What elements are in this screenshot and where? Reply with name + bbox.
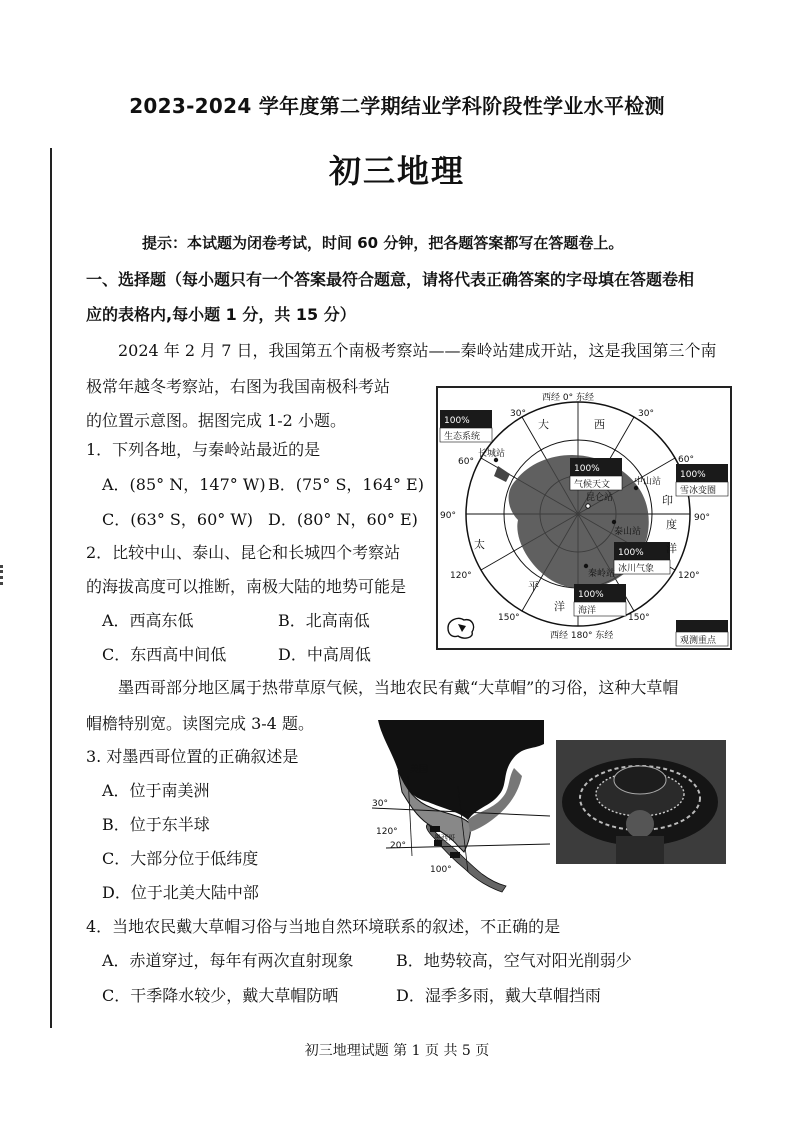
sombrero-photo — [556, 740, 726, 864]
badge-eco: 生态系统 — [444, 432, 481, 442]
badge-eco-pct: 100% — [444, 416, 470, 426]
q4-option-a[interactable]: A．赤道穿过，每年有两次直射现象 — [102, 951, 354, 970]
map-bottom-label: 西经 180° 东经 — [550, 631, 614, 641]
deg-30-right: 30° — [638, 409, 654, 419]
deg-150-left: 150° — [498, 613, 520, 623]
deg-60-right: 60° — [678, 455, 694, 465]
section1-heading-line2: 应的表格内,每小题 1 分，共 15 分） — [86, 305, 356, 324]
badge-ocean-pct: 100% — [578, 590, 604, 600]
q4-option-d[interactable]: D．湿季多雨，戴大草帽挡雨 — [396, 986, 601, 1005]
q4-option-b[interactable]: B．地势较高，空气对阳光削弱少 — [396, 951, 632, 970]
binding-margin-dots — [0, 565, 13, 585]
north-america-map — [372, 716, 550, 894]
deg-150-right: 150° — [628, 613, 650, 623]
q4-stem: 4．当地农民戴大草帽习俗与当地自然环境联系的叙述，不正确的是 — [86, 917, 561, 936]
q1-option-b[interactable]: B．(75° S，164° E) — [268, 475, 424, 494]
subject-title: 初三地理 — [328, 152, 465, 190]
na-lat-30: 30° — [372, 799, 388, 809]
ocean-yang: 洋 — [666, 542, 677, 555]
exam-notice: 提示：本试题为闭卷考试，时间 60 分钟，把各题答案都写在答题卷上。 — [142, 234, 624, 252]
na-lat-20: 20° — [390, 841, 406, 851]
passage1-line3: 的位置示意图。据图完成 1-2 小题。 — [86, 411, 346, 430]
station-changcheng: 长城站 — [478, 449, 506, 459]
deg-90-right: 90° — [694, 513, 710, 523]
badge-climate: 气候天文 — [574, 480, 611, 490]
antarctic-station-map — [436, 386, 732, 650]
badge-climate-pct: 100% — [574, 464, 600, 474]
ocean-tai: 太 — [474, 538, 485, 551]
ocean-du: 度 — [666, 518, 677, 531]
station-zhongshan: 中山站 — [634, 477, 662, 487]
exam-title: 2023-2024 学年度第二学期结业学科阶段性学业水平检测 — [129, 94, 665, 118]
na-lon-120: 120° — [376, 827, 398, 837]
ocean-yin: 印 — [662, 494, 673, 507]
badge-ice: 雪冰变圈 — [680, 486, 717, 496]
q2-option-a[interactable]: A．西高东低 — [102, 611, 194, 630]
station-qinling: 秦岭站 — [588, 569, 616, 579]
q3-option-b[interactable]: B．位于东半球 — [102, 815, 210, 834]
q2-option-d[interactable]: D．中高周低 — [278, 645, 371, 664]
badge-glacier-pct: 100% — [618, 548, 644, 558]
page-footer: 初三地理试题 第 1 页 共 5 页 — [304, 1043, 490, 1059]
map-top-label: 西经 0° 东经 — [542, 393, 594, 403]
badge-ocean: 海洋 — [578, 606, 597, 616]
q2-option-c[interactable]: C．东西高中间低 — [102, 645, 227, 664]
deg-120-left: 120° — [450, 571, 472, 581]
passage1-line2: 极常年越冬考察站，右图为我国南极科考站 — [86, 377, 391, 396]
ocean-xi: 西 — [594, 418, 605, 431]
passage2-line1: 墨西哥部分地区属于热带草原气候，当地农民有戴“大草帽”的习俗，这种大草帽 — [118, 678, 679, 697]
antarctica-inset-icon — [444, 614, 480, 642]
station-kunlun: 昆仑站 — [586, 493, 614, 503]
q2-stem-line1: 2．比较中山、泰山、昆仑和长城四个考察站 — [86, 543, 401, 562]
q3-stem: 3. 对墨西哥位置的正确叙述是 — [86, 747, 299, 766]
ocean-ping: 平 — [528, 580, 539, 593]
station-taishan: 泰山站 — [614, 527, 642, 537]
deg-60-left: 60° — [458, 457, 474, 467]
ocean-yang2: 洋 — [554, 600, 565, 613]
ocean-da: 大 — [538, 418, 549, 431]
q1-option-c[interactable]: C．(63° S，60° W) — [102, 510, 254, 529]
q1-stem: 1．下列各地，与秦岭站最近的是 — [86, 440, 321, 459]
passage1-line1: 2024 年 2 月 7 日，我国第五个南极考察站——秦岭站建成开站，这是我国第三个南 — [118, 341, 717, 360]
deg-90-left: 90° — [440, 511, 456, 521]
q1-option-a[interactable]: A．(85° N，147° W) — [102, 475, 266, 494]
section1-heading-line1: 一、选择题（每小题只有一个答案最符合题意，请将代表正确答案的字母填在答题卷相 — [86, 270, 695, 289]
passage2-line2: 帽檐特别宽。读图完成 3-4 题。 — [86, 714, 314, 733]
na-lon-100: 100° — [430, 865, 452, 875]
na-label-mexico: 墨西哥 — [434, 834, 455, 842]
deg-30-left: 30° — [510, 409, 526, 419]
q3-option-a[interactable]: A．位于南美洲 — [102, 781, 210, 800]
na-label-usa: 美国 — [410, 765, 429, 775]
deg-120-right: 120° — [678, 571, 700, 581]
q3-option-c[interactable]: C．大部分位于低纬度 — [102, 849, 259, 868]
badge-focus: 观测重点 — [680, 636, 717, 646]
q4-option-c[interactable]: C．干季降水较少，戴大草帽防晒 — [102, 986, 339, 1005]
binding-margin-line — [50, 148, 52, 1028]
q2-option-b[interactable]: B．北高南低 — [278, 611, 370, 630]
badge-ice-pct: 100% — [680, 470, 706, 480]
badge-glacier: 冰川气象 — [618, 564, 655, 574]
q2-stem-line2: 的海拔高度可以推断，南极大陆的地势可能是 — [86, 577, 407, 596]
q1-option-d[interactable]: D．(80° N，60° E) — [268, 510, 418, 529]
q3-option-d[interactable]: D．位于北美大陆中部 — [102, 883, 259, 902]
